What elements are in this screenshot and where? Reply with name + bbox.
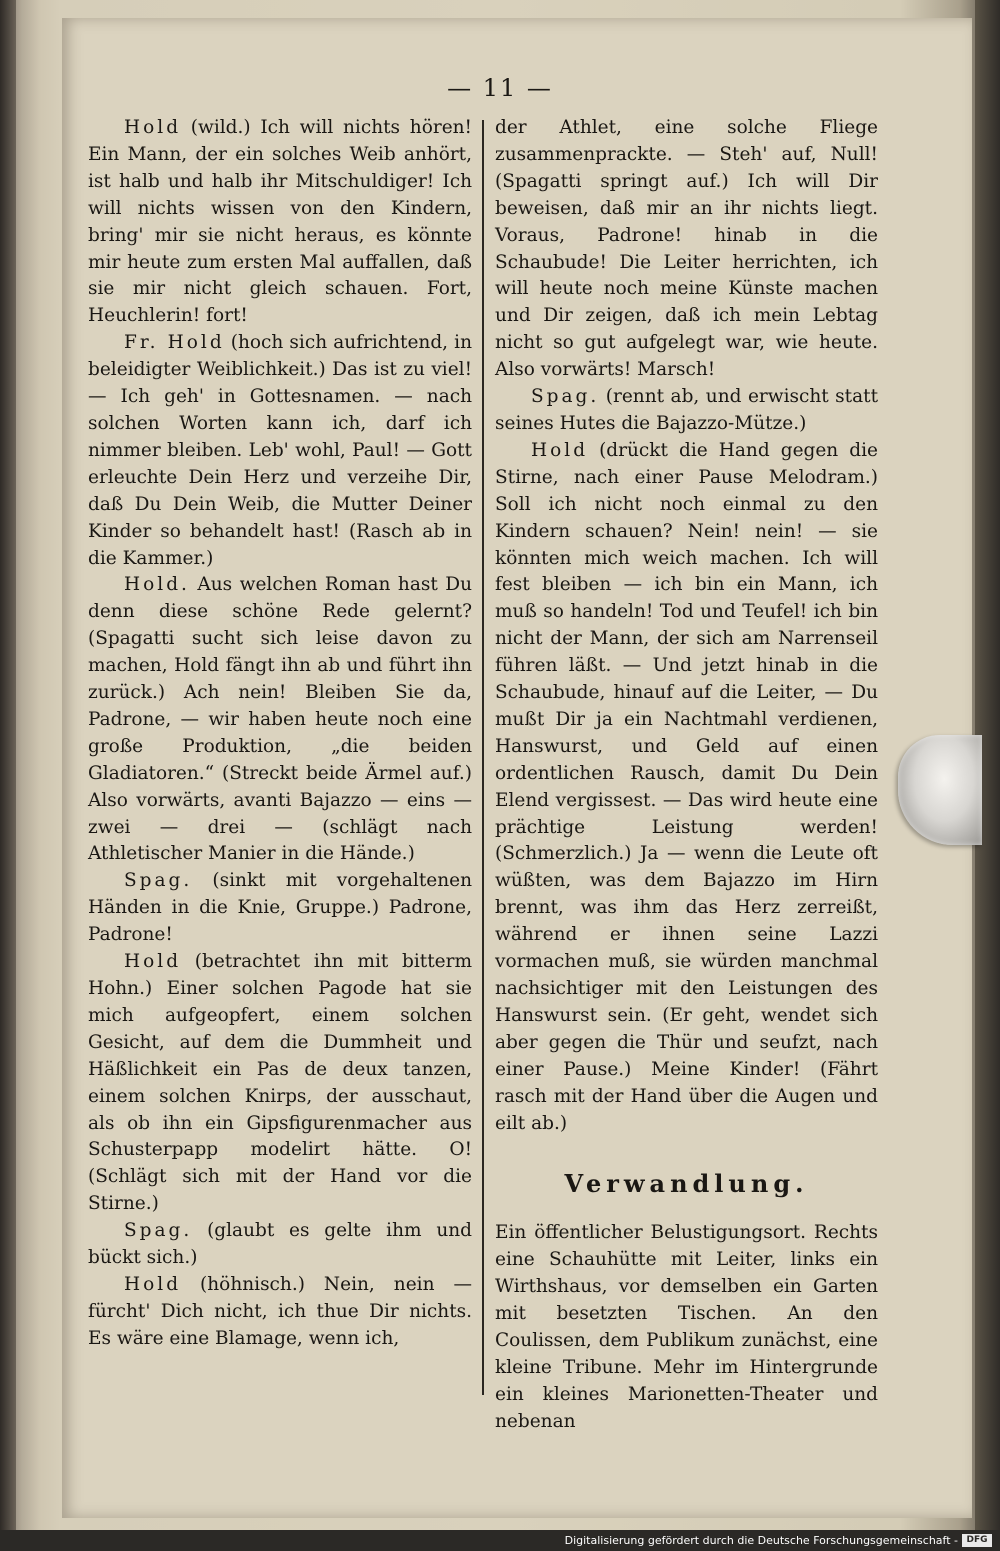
- speech-paragraph: [88, 868, 472, 949]
- speech-text: (hoch sich aufrichtend, in beleidigter Weiblichkeit.) Das ist zu viel! — Ich geh' in Gottesnamen. — nach solchen Worten kann ich, darf ich nimmer bleiben. Leb' wohl, Paul! — Gott erleuchte Dein Herz und verzeihe Dir, daß Du Dein Weib, die Mutter Deiner Kinder so behandelt hast! (Rasch ab in die Kammer.): [88, 332, 472, 569]
- speech-text: der Athlet, eine solche Fliege zusammenprackte. — Steh' auf, Null! (Spagatti springt auf.) Ich will Dir beweisen, daß mir an ihr nichts liegt. Voraus, Padrone! hinab in die Schaubude! Die Leiter herrichten, ich will heute noch meine Künste machen und Dir zeigen, daß ich mein Lebtag nicht so gut aufgelegt war, wie heute. Also vorwärts! Marsch!: [495, 117, 878, 381]
- speech-paragraph: [495, 115, 878, 384]
- column-divider: [482, 120, 484, 1395]
- speech-paragraph: [88, 949, 472, 1218]
- speech-text: (betrachtet ihn mit bitterm Hohn.) Einer solchen Pagode hat sie mich aufgeopfert, einem solchen Gesicht, auf dem die Dummheit und Häßlichkeit ein Pas de deux tanzen, einem solchen Knirps, der ausschaut, als ob ihn ein Gipsfigurenmacher aus Schusterpapp modelirt hätte. O! (Schlägt sich mit der Hand vor die Stirne.): [88, 951, 472, 1215]
- scene-heading: Verwandlung.: [564, 1169, 809, 1199]
- funding-note: Digitalisierung gefördert durch die Deutsche Forschungsgemeinschaft -: [564, 1534, 958, 1547]
- speaker-name: Hold: [124, 1273, 182, 1295]
- speech-text: (wild.) Ich will nichts hören! Ein Mann, der ein solches Weib anhört, ist halb und halb ihr Mitschuldiger! Ich will nichts wissen von den Kindern, bring' mir sie nicht heraus, es könnte mir heute zum ersten Mal auffallen, daß sie mir nicht gleich schauen. Fort, Heuchlerin! fort!: [88, 117, 472, 327]
- speech-text: (sinkt mit vorgehaltenen Händen in die Knie, Gruppe.) Padrone, Padrone!: [88, 870, 472, 946]
- left-column: [88, 115, 472, 1353]
- speaker-name: Spag.: [124, 1220, 193, 1242]
- speaker-name: Hold.: [124, 574, 190, 596]
- speech-text: (höhnisch.) Nein, nein — fürcht' Dich nicht, ich thue Dir nichts. Es wäre eine Blamage, wenn ich,: [88, 1273, 472, 1349]
- speech-text: (glaubt es gelte ihm und bückt sich.): [88, 1220, 472, 1269]
- speech-paragraph: [88, 572, 472, 868]
- speaker-name: Fr. Hold: [124, 332, 225, 354]
- right-column: [495, 115, 878, 1436]
- speaker-name: Spag.: [531, 386, 600, 408]
- speech-paragraph: [495, 438, 878, 1138]
- speech-text: Aus welchen Roman hast Du denn diese schöne Rede gelernt? (Spagatti sucht sich leise davon zu machen, Hold fängt ihn ab und führt ihn zurück.) Ach nein! Bleiben Sie da, Padrone, — wir haben heute noch eine große Produktion, „die beiden Gladiatoren.“ (Streckt beide Ärmel auf.) Also vorwärts, avanti Bajazzo — eins — zwei — drei — (schlägt nach Athletischer Manier in die Hände.): [88, 574, 472, 865]
- page-number: — 11 —: [447, 74, 553, 102]
- speech-text: (drückt die Hand gegen die Stirne, nach einer Pause Melodram.) Soll ich nicht noch einmal zu den Kindern schauen? Nein! nein! — sie könnten mich weich machen. Ich will fest bleiben — ich bin ein Mann, ich muß so handeln! Tod und Teufel! ich bin nicht der Mann, der sich am Narrenseil führen läßt. — Und jetzt hinab in die Schaubude, hinauf auf die Leiter, — Du mußt Dir ja ein Nachtmahl verdienen, Hanswurst, und Geld auf einen ordentlichen Rausch, damit Du Dein Elend vergissest. — Das wird heute eine prächtige Leistung werden! (Schmerzlich.) Ja — wenn die Leute oft wüßten, was dem Bajazzo im Hirn brennt, was ihm das Herz zerreißt, während er ihnen seine Lazzi vormachen muß, sie würden manchmal nachsichtiger mit den Leistungen des Hanswurst sein. (Er geht, wendet sich aber gegen die Thür und seufzt, nach einer Pause.) Meine Kinder! (Fährt rasch mit der Hand über die Augen und eilt ab.): [495, 439, 878, 1134]
- dfg-logo: DFG: [962, 1534, 992, 1547]
- speech-paragraph: [88, 1272, 472, 1353]
- speech-paragraph: [495, 384, 878, 438]
- scene-description: Ein öffentlicher Belustigungsort. Rechts eine Schauhütte mit Leiter, links ein Wirthshaus, vor demselben ein Garten mit besetzten Tischen. An den Coulissen, dem Publikum zunächst, eine kleine Tribune. Mehr im Hintergrunde ein kleines Marionetten-Theater und nebenan: [495, 1222, 878, 1432]
- speech-paragraph: [88, 330, 472, 572]
- speech-paragraph: [88, 115, 472, 330]
- footer-bar: [0, 1530, 1000, 1551]
- speaker-name: Hold: [531, 439, 589, 461]
- book-spine: [0, 0, 16, 1530]
- speech-text: (rennt ab, und erwischt statt seines Hutes die Bajazzo-Mütze.): [495, 386, 879, 434]
- speaker-name: Hold: [124, 117, 182, 138]
- speaker-name: Spag.: [124, 870, 193, 892]
- speech-paragraph: [88, 1218, 472, 1272]
- speaker-name: Hold: [124, 951, 182, 973]
